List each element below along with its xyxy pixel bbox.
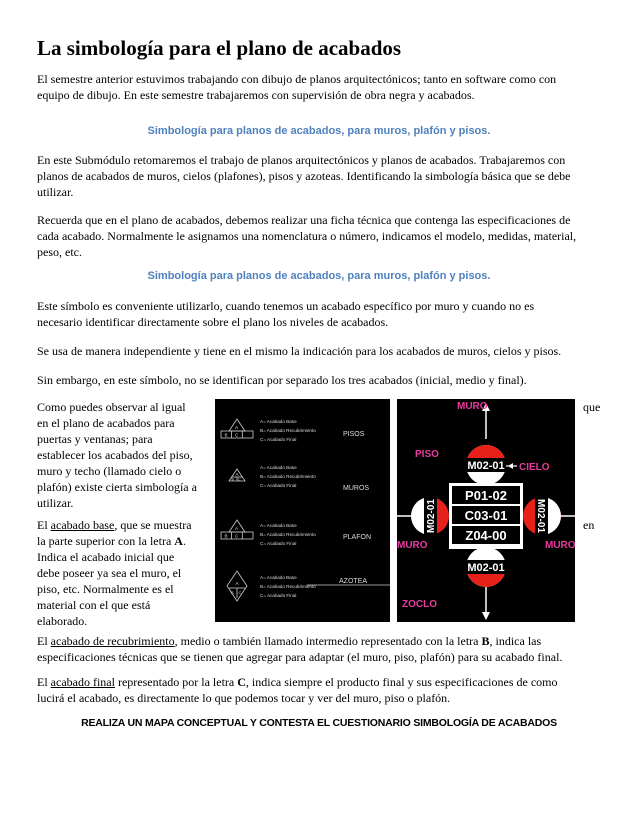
intro-paragraph: [37, 71, 602, 103]
paragraph-line: utilizar.: [37, 496, 74, 510]
section-subtitle: Simbología para planos de acabados, para muros, plafón y pisos.: [147, 270, 491, 282]
legend-c: C= Acabado Final: [260, 437, 297, 442]
paragraph-line: puertas y ventanas; para: [37, 432, 153, 446]
code-label: M02-01: [426, 499, 437, 533]
symbol-letter: B: [224, 533, 228, 539]
legend-a: A= Acabado Base: [260, 575, 297, 580]
legend-group-pisos: [221, 419, 365, 442]
symbol-letter: A: [235, 526, 239, 531]
legend-c: C= Acabado Final: [260, 541, 297, 546]
code-label: M02-01: [467, 460, 505, 472]
recubrimiento-paragraph: [37, 633, 602, 665]
letter-c: C: [237, 675, 246, 689]
zoclo-label: ZOCLO: [402, 599, 437, 610]
cielo-label: CIELO: [519, 462, 550, 473]
legend-name: AZOTEA: [339, 578, 368, 585]
legend-b: B= Acabado Recubrimiento: [260, 584, 316, 589]
legend-name: PISOS: [343, 431, 365, 438]
text-span: , indica siempre el producto final y sus especificaciones de como: [245, 675, 558, 689]
page-title: La simbología para el plano de acabados: [37, 36, 402, 60]
paragraph-line: muro y techo (llamado cielo o: [37, 464, 182, 478]
code-label: P01-02: [465, 488, 507, 503]
paragraph-line: En este Submódulo retomaremos el trabajo de planos arquitectónicos y planos de acabados. Trabajaremos con: [37, 153, 566, 167]
symbol-letter: C: [238, 590, 242, 595]
paragraph-line: elaborado.: [37, 614, 88, 628]
text-span: representado por la letra: [114, 675, 238, 689]
text-span: El: [37, 518, 51, 532]
legend-a: A= Acabado Base: [260, 465, 297, 470]
paragraph-line: material con el que está: [37, 598, 151, 612]
paragraph-line: Indica el acabado inicial que: [37, 550, 175, 564]
symbol-letter: A: [235, 425, 239, 430]
recuerda-paragraph: [37, 212, 602, 260]
finish-diagram-svg: [397, 399, 575, 622]
submodulo-paragraph: [37, 152, 602, 200]
legend-a: A= Acabado Base: [260, 419, 297, 424]
paragraph-line: planos de acabados de muros, cielos (plafones), pisos y azoteas. Identificando la simbología básica que se debe: [37, 169, 571, 183]
paragraph-line: especificaciones técnicas que se tienen que agregar para adaptar (el muro, piso, plafón) para su acabado final.: [37, 650, 563, 664]
symbol-letter: C: [238, 477, 241, 482]
legend-c: C= Acabado Final: [260, 593, 297, 598]
acabado-recubrimiento-term: acabado de recubrimiento: [50, 634, 175, 648]
acabado-base-term: acabado base: [50, 518, 115, 532]
symbol-letter: B: [224, 432, 228, 438]
paragraph-line: cada acabado. Normalmente le asignamos una nomenclatura o número, indicamos el modelo, medidas, material,: [37, 229, 577, 243]
paragraph-line: en el plano de acabados para: [37, 416, 175, 430]
paragraph-line: Este símbolo es conveniente utilizarlo, cuando tenemos un acabado específico por muro y cuando no es: [37, 299, 535, 313]
legend-group-muros: [229, 465, 369, 492]
code-label: M02-01: [535, 499, 546, 533]
base-continuation: en: [583, 518, 595, 532]
letter-b: B: [481, 634, 490, 648]
simbolo-paragraph: [37, 298, 602, 330]
text-span: , indica las: [489, 634, 542, 648]
symbol-letter: C: [235, 533, 239, 539]
symbol-letter: B: [231, 477, 234, 482]
base-paragraph: [37, 517, 212, 629]
legend-group-azotea: [227, 571, 390, 601]
paragraph-line: piso, etc. Normalmente es el: [37, 582, 174, 596]
piso-label: PISO: [415, 449, 439, 460]
text-span: El: [37, 675, 51, 689]
symbol-legend-panel: [215, 399, 390, 622]
intro-line: equipo de dibujo. En este semestre trabajaremos con supervisión de obra negra y acabados.: [37, 88, 475, 102]
finish-diagram-panel: [397, 399, 575, 622]
text-span: .: [182, 534, 186, 548]
text-span: El: [37, 634, 51, 648]
paragraph-line: plafón) existe cierta simbología a: [37, 480, 197, 494]
paragraph-line: Recuerda que en el plano de acabados, debemos realizar una ficha técnica que contenga las especificaciones de: [37, 213, 571, 227]
text-span: , que se muestra: [114, 518, 192, 532]
legend-name: MUROS: [343, 485, 370, 492]
sin-embargo-paragraph: Sin embargo, en este símbolo, no se identifican por separado los tres acabados (inicial, medio y final).: [37, 373, 527, 387]
code-label: Z04-00: [465, 528, 507, 543]
arrow-down-icon: [482, 612, 490, 620]
legend-b: B= Acabado Recubrimiento: [260, 428, 316, 433]
independiente-paragraph: Se usa de manera independiente y tiene en el mismo la indicación para los acabados de muros, cielos y pisos.: [37, 344, 562, 358]
muro-right-label: MURO: [545, 540, 575, 551]
symbol-letter: A: [235, 472, 239, 477]
como-paragraph: [37, 399, 212, 511]
legend-b: B= Acabado Recubrimiento: [260, 532, 316, 537]
code-label: M02-01: [467, 562, 505, 574]
section-subtitle: Simbología para planos de acabados, para muros, plafón y pisos.: [147, 125, 491, 137]
como-continuation: que: [583, 400, 601, 414]
footer-instruction: REALIZA UN MAPA CONCEPTUAL Y CONTESTA EL CUESTIONARIO SIMBOLOGÍA DE ACABADOS: [81, 717, 557, 729]
acabado-final-term: acabado final: [50, 675, 115, 689]
legend-name: PLAFON: [343, 534, 372, 541]
legend-a: A= Acabado Base: [260, 523, 297, 528]
letter-a: A: [174, 534, 183, 548]
final-paragraph: [37, 674, 602, 706]
symbol-legend-svg: [215, 399, 390, 622]
paragraph-line: peso, etc.: [37, 245, 82, 259]
legend-group-plafon: [221, 520, 371, 546]
legend-b: B= Acabado Recubrimiento: [260, 474, 316, 479]
muro-top-label: MURO: [457, 401, 488, 412]
muro-left-label: MURO: [397, 540, 428, 551]
paragraph-line: utilizar.: [37, 185, 74, 199]
legend-c: C= Acabado Final: [260, 483, 297, 488]
symbol-letter: B: [231, 590, 234, 595]
text-span: , medio o también llamado intermedio representado con la letra: [174, 634, 482, 648]
symbol-letter: A: [235, 581, 239, 586]
intro-line: El semestre anterior estuvimos trabajando con dibujo de planos arquitectónicos; tanto en software como con: [37, 72, 557, 86]
paragraph-line: Como puedes observar al igual: [37, 400, 186, 414]
paragraph-line: lucirá el acabado, es directamente lo que podemos tocar y ver del muro, piso o plafón.: [37, 691, 451, 705]
symbol-letter: C: [235, 432, 239, 438]
code-label: C03-01: [464, 508, 508, 523]
paragraph-line: necesario identificar directamente sobre el plano los niveles de acabados.: [37, 315, 389, 329]
text-span: la parte superior con la letra: [37, 534, 175, 548]
paragraph-line: debe poseer ya sea el muro, el: [37, 566, 182, 580]
paragraph-line: establecer los acabados del piso,: [37, 448, 193, 462]
